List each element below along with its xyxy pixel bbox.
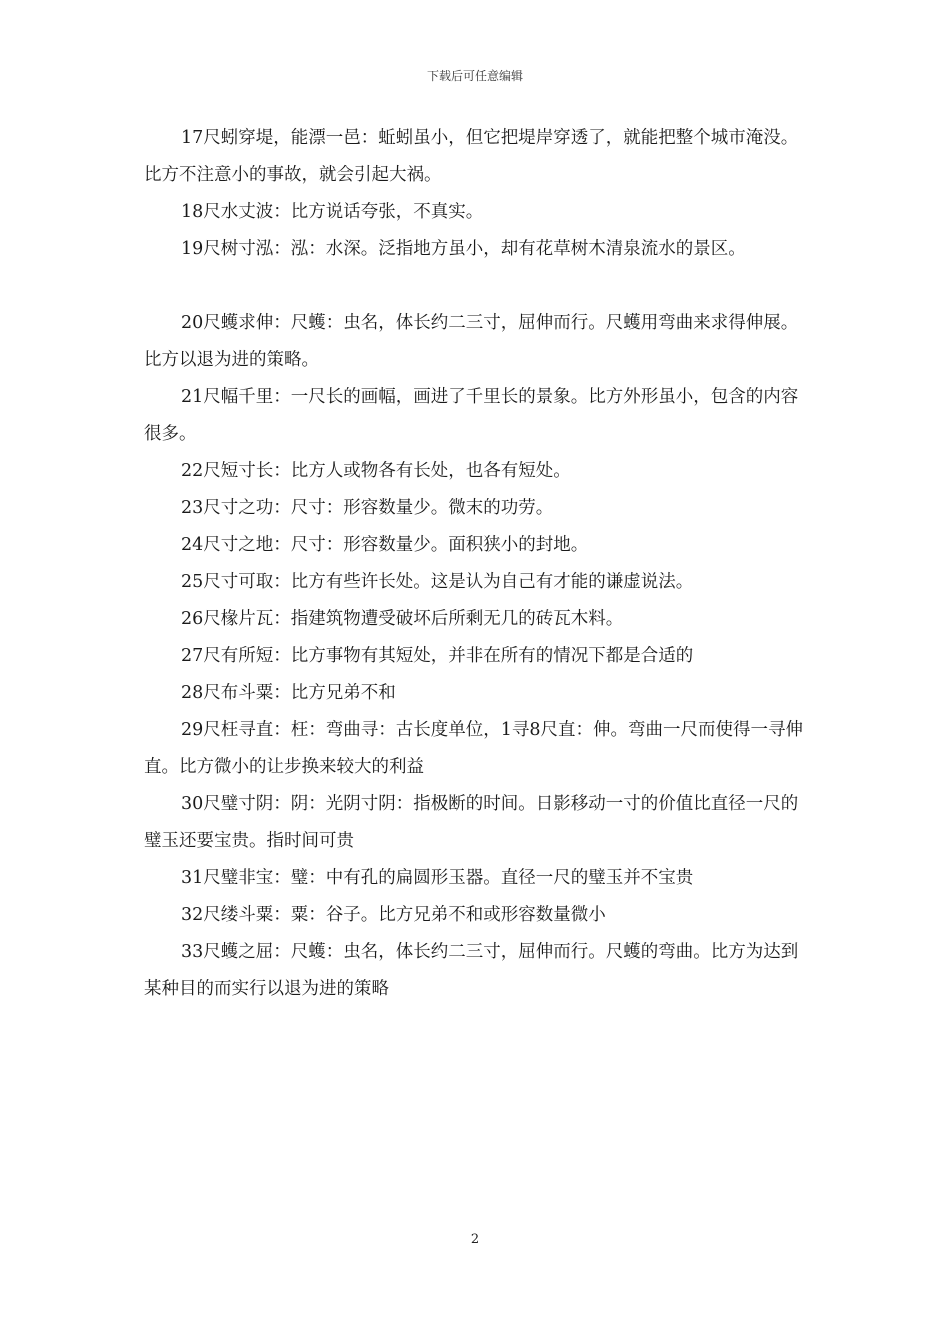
idiom-entry-29: 29尺枉寻直：枉：弯曲寻：古长度单位，1寻8尺直：伸。弯曲一尺而使得一寻伸直。比方微小的让步换来较大的利益 xyxy=(144,720,804,777)
idiom-entry-17: 17尺蚓穿堤，能漂一邑：蚯蚓虽小，但它把堤岸穿透了，就能把整个城市淹没。比方不注意小的事故，就会引起大祸。 xyxy=(144,128,799,185)
idiom-entry-21: 21尺幅千里：一尺长的画幅，画进了千里长的景象。比方外形虽小，包含的内容很多。 xyxy=(144,387,799,444)
idiom-entry-30: 30尺璧寸阴：阴：光阴寸阴：指极断的时间。日影移动一寸的价值比直径一尺的璧玉还要宝贵。指时间可贵 xyxy=(144,794,799,851)
idiom-entry-23: 23尺寸之功：尺寸：形容数量少。微末的功劳。 xyxy=(181,498,554,518)
idiom-entry-25: 25尺寸可取：比方有些许长处。这是认为自己有才能的谦虚说法。 xyxy=(181,572,694,592)
idiom-entry-28: 28尺布斗粟：比方兄弟不和 xyxy=(181,683,396,703)
document-body xyxy=(144,120,810,1008)
page-number: 2 xyxy=(470,1232,480,1247)
idiom-entry-27: 27尺有所短：比方事物有其短处，并非在所有的情况下都是合适的 xyxy=(181,646,694,666)
idiom-entry-32: 32尺缕斗粟：粟：谷子。比方兄弟不和或形容数量微小 xyxy=(181,905,606,925)
idiom-entry-33: 33尺蠖之屈：尺蠖：虫名，体长约二三寸，屈伸而行。尺蠖的弯曲。比方为达到某种目的而实行以退为进的策略 xyxy=(144,942,799,999)
idiom-entry-24: 24尺寸之地：尺寸：形容数量少。面积狭小的封地。 xyxy=(181,535,589,555)
idiom-entry-26: 26尺椽片瓦：指建筑物遭受破坏后所剩无几的砖瓦木料。 xyxy=(181,609,624,629)
idiom-entry-18: 18尺水丈波：比方说话夸张，不真实。 xyxy=(181,202,484,222)
page-header: 下载后可任意编辑 xyxy=(426,69,523,83)
idiom-entry-31: 31尺璧非宝：璧：中有孔的扁圆形玉器。直径一尺的璧玉并不宝贵 xyxy=(181,868,694,888)
idiom-entry-22: 22尺短寸长：比方人或物各有长处，也各有短处。 xyxy=(181,461,571,481)
idiom-entry-20: 20尺蠖求伸：尺蠖：虫名，体长约二三寸，屈伸而行。尺蠖用弯曲来求得伸展。比方以退为进的策略。 xyxy=(144,313,799,370)
idiom-entry-19: 19尺树寸泓：泓：水深。泛指地方虽小，却有花草树木清泉流水的景区。 xyxy=(181,239,746,259)
